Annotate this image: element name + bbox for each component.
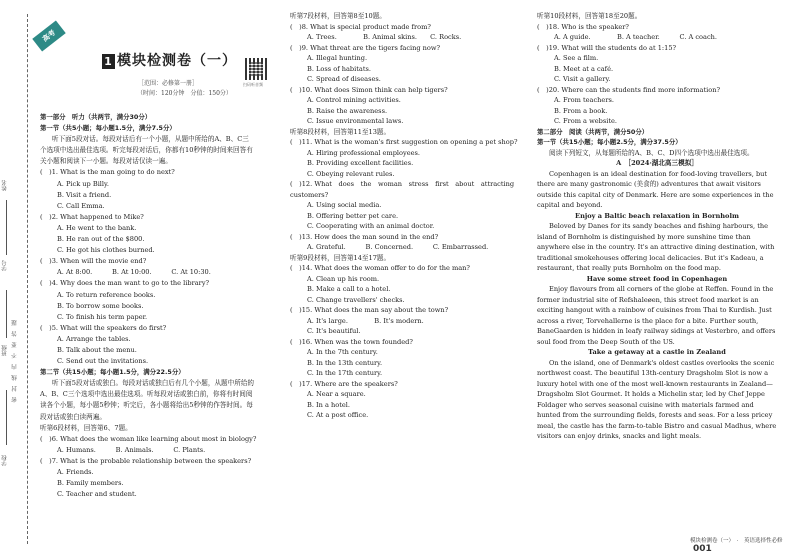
text-line: A. See a film. — [554, 54, 599, 62]
text-line: C. In the 17th century. — [307, 369, 383, 377]
text-line: B. Meet at a café. — [554, 64, 614, 73]
question: ( )16. When was the town founded? — [290, 337, 413, 346]
text-line: On the island, one of Denmark's oldest castles overlooks the scenic northwest coast. The beautiful 13th-century Dragsholm Slot is now a luxury hotel with one of the most well-known restaurants in Zealand—Dragsholm Slot Gourmet. It holds a Michelin star, led by Chef Jeppe Foldager who serves seasonal cuisine with materials farmed and hunted from the surrounding fields, forests and seas. For a less pricey meal, the castle has the farm-to-table Bistro and casual Madhus, where visitors can enjoy drinks, snacks and light meals. — [537, 358, 777, 440]
text-line: B. Providing excellent facilities. — [307, 159, 414, 167]
text-line: C. Visit a gallery. — [554, 75, 611, 83]
text-line: A. In the 7th century. — [307, 348, 378, 356]
text-line: A. Control mining activities. — [307, 96, 401, 104]
text-line: C. Call Emma. — [57, 201, 105, 210]
school-line — [6, 390, 7, 445]
text-line: A. Pick up Billy. — [57, 179, 109, 188]
text-line: A. Friends. — [57, 468, 94, 476]
text-line: A. Using social media. — [307, 201, 382, 209]
qr-code-icon[interactable] — [245, 58, 267, 80]
text-line: B. To borrow some books. — [57, 301, 144, 310]
text-line: C. Spread of diseases. — [307, 75, 381, 83]
text-line: 听下面5段对话。每段对话后有一个小题，从题中所给的A、B、C三个选项中选出最佳选项。听完每段对话后，你都有10秒钟的时间来回答有关小题和阅读下一小题。每段对话仅读一遍。 — [40, 135, 253, 166]
text-line: B. From a book. — [554, 106, 608, 115]
text-line: A. Illegal hunting. — [307, 54, 368, 62]
text-line: A. From teachers. — [554, 96, 614, 104]
text-line: customers? — [290, 190, 329, 199]
text-line: C. It's beautiful. — [307, 327, 361, 335]
question: ( )10. What does Simon think can help tigers? — [290, 85, 448, 94]
text-line: B. Raise the awareness. — [307, 106, 388, 115]
text-line: 听第9段材料，回答第14至17题。 — [290, 253, 391, 262]
section-heading: 第一节（共5小题；每小题1.5分，满分7.5分） — [40, 124, 176, 133]
text-line: 听第7段材料，回答第8至10题。 — [290, 12, 386, 20]
binding-strip — [0, 0, 34, 556]
section-heading: 第一部分 听力（共两节，满分30分） — [40, 113, 152, 121]
footer-label: 模块检测卷（一） · 英语选择性必修 — [690, 538, 783, 544]
question: ( )4. Why does the man want to go to the library? — [40, 279, 210, 288]
text-line: A. At 8:00. B. At 10:00. C. At 10:30. — [57, 268, 211, 277]
section-heading: 第二部分 阅读（共两节，满分50分） — [537, 127, 649, 136]
question: ( )1. What is the man going to do next? — [40, 168, 175, 177]
text-line: C. He got his clothes burned. — [57, 246, 155, 255]
question: ( )19. What will the students do at 1:15? — [537, 43, 677, 52]
text-line: A. It's large. B. It's modern. — [307, 316, 424, 325]
text-line: A. Clean up his room. — [307, 274, 380, 283]
text-line: Beloved by Danes for its sandy beaches and fishing harbours, the island of Bornholm is distinguished by more sunshine time than anywhere else in the country. It's an attractive dining destination, with traditional smokehouses offering local delicacies. But it's Kadeau, a restaurant, that really puts Bornholm on the food map. — [537, 222, 775, 272]
page-number: 001 — [693, 544, 712, 554]
text-line: A. Hiring professional employees. — [307, 148, 421, 157]
text-line: C. To finish his term paper. — [57, 312, 148, 321]
text-line: 阅读下列短文，从每题所给的A、B、C、D四个选项中选出最佳选项。 — [549, 148, 754, 157]
qr-caption: 扫码听音频 — [243, 82, 263, 87]
question: ( )12. What does the woman stress first about attracting — [290, 180, 515, 188]
text-line: A. Trees. B. Animal skins. C. Rocks. — [307, 33, 462, 41]
column-1 — [40, 112, 255, 500]
text-line: B. Make a call to a hotel. — [307, 285, 391, 293]
text-line: B. Loss of habitats. — [307, 64, 371, 73]
title-text: 模块检测卷（一） — [117, 53, 237, 69]
text-line: B. Offering better pet care. — [307, 211, 399, 220]
text-line: Enjoy a Baltic beach relaxation in Bornholm — [575, 211, 739, 220]
text-line: A. Near a square. — [307, 390, 366, 398]
text-line: A. To return reference books. — [57, 290, 156, 299]
text-line: Take a getaway at a castle in Zealand — [588, 348, 726, 356]
text-line: Copenhagen is an ideal destination for food-loving travellers, but there are many gastronomic (美食的) adventures that await visitors outside this capital city of Denmark. Here are some experiences in the capital and beyond. — [537, 169, 774, 209]
text-line: B. In the 13th century. — [307, 358, 383, 367]
text-line: 听第8段材料，回答第11至13题。 — [290, 127, 391, 136]
question: ( )3. When will the movie end? — [40, 257, 147, 266]
sealing-text: 密 封 线 内 不 要 答 题 — [12, 320, 18, 403]
question: ( )11. What is the woman's first suggestion on opening a pet shop? — [290, 138, 518, 146]
text-line: A ［2024·湖北高三模拟］ — [616, 159, 698, 167]
text-line: 听第10段材料，回答第18至20题。 — [537, 12, 642, 20]
page-footer — [690, 536, 793, 554]
question: ( )20. Where can the students find more information? — [537, 85, 720, 94]
text-line: C. From a website. — [554, 117, 617, 125]
text-line: B. Family members. — [57, 479, 124, 488]
text-line: 听下面5段对话或独白。每段对话或独白后有几个小题，从题中所给的A、B、C三个选项中选出最佳选项。听每段对话或独白前，你将有时间阅读各个小题，每小题5秒钟；听完后，各小题将给出5秒钟的作答时间。每段对话或独白读两遍。 — [40, 379, 255, 421]
text-line: C. Obeying relevant rules. — [307, 169, 395, 178]
text-line: Have some street food in Copenhagen — [586, 274, 728, 283]
text-line: A. A guide. B. A teacher. C. A coach. — [554, 33, 717, 41]
question: ( )6. What does the woman like learning about most in biology? — [40, 434, 257, 443]
strip-id-label: 学号 — [2, 260, 8, 271]
text-line: A. Grateful. B. Concerned. C. Embarrassed. — [307, 243, 489, 251]
section-heading: 第一节（共15小题；每小题2.5分，满分37.5分） — [537, 138, 682, 146]
question: ( )7. What is the probable relationship between the speakers? — [40, 456, 252, 465]
page-title — [102, 50, 237, 70]
strip-class-label: 班级 — [2, 345, 8, 356]
question: ( )2. What happened to Mike? — [40, 212, 144, 221]
question: ( )5. What will the speakers do first? — [40, 323, 167, 332]
text-line: B. Visit a friend. — [57, 190, 112, 199]
text-line: 听第6段材料，回答第6、7题。 — [40, 423, 132, 432]
class-line — [6, 290, 7, 338]
exam-time: （时间：120分钟 分值：150分） — [137, 90, 232, 97]
text-line: C. Cooperating with an animal doctor. — [307, 222, 435, 230]
text-line: B. Talk about the menu. — [57, 345, 137, 354]
text-line: Enjoy flavours from all corners of the globe at Reffen. Found in the former industrial site of Refshaleøen, this street food market is an exciting hangout with a rainbow of cuisines from Thai to Kurdish. Just across a river, Torvehallerne is the place for a bite. Further south, BaneGaarden is hidden in leafy railway sidings at Vesterbro, and offers soul food from the Deep South of the US. — [537, 285, 776, 346]
section-heading: 第二节（共15小题；每小题1.5分，满分22.5分） — [40, 368, 185, 377]
exam-badge: 高考 — [32, 20, 65, 51]
question: ( )18. Who is the speaker? — [537, 22, 629, 31]
question: ( )17. Where are the speakers? — [290, 379, 398, 388]
question: ( )14. What does the woman offer to do for the man? — [290, 264, 470, 272]
strip-name-label: 姓名 — [2, 180, 8, 191]
column-3 — [537, 11, 777, 442]
strip-school-label: 学校 — [2, 455, 8, 466]
id-line — [6, 200, 7, 255]
text-line: C. At a post office. — [307, 411, 369, 419]
column-2 — [290, 11, 528, 421]
text-line: A. Arrange the tables. — [57, 334, 131, 343]
text-line: C. Teacher and student. — [57, 490, 137, 499]
exam-range: ［范围：必修第一册］ — [138, 80, 199, 87]
question: ( )13. How does the man sound in the end? — [290, 232, 439, 241]
question: ( )8. What is special product made from? — [290, 22, 431, 31]
text-line: B. In a hotel. — [307, 400, 350, 409]
sealing-line — [27, 14, 28, 544]
title-number: 1 — [102, 54, 115, 69]
text-line: C. Send out the invitations. — [57, 357, 149, 366]
text-line: A. Humans. B. Animals. C. Plants. — [57, 445, 206, 454]
text-line: B. He ran out of the $800. — [57, 235, 145, 244]
question: ( )15. What does the man say about the town? — [290, 306, 449, 314]
text-line: C. Change travellers' checks. — [307, 295, 405, 304]
text-line: C. Issue environmental laws. — [307, 117, 404, 125]
question: ( )9. What threat are the tigers facing now? — [290, 43, 441, 52]
text-line: A. He went to the bank. — [57, 223, 137, 232]
